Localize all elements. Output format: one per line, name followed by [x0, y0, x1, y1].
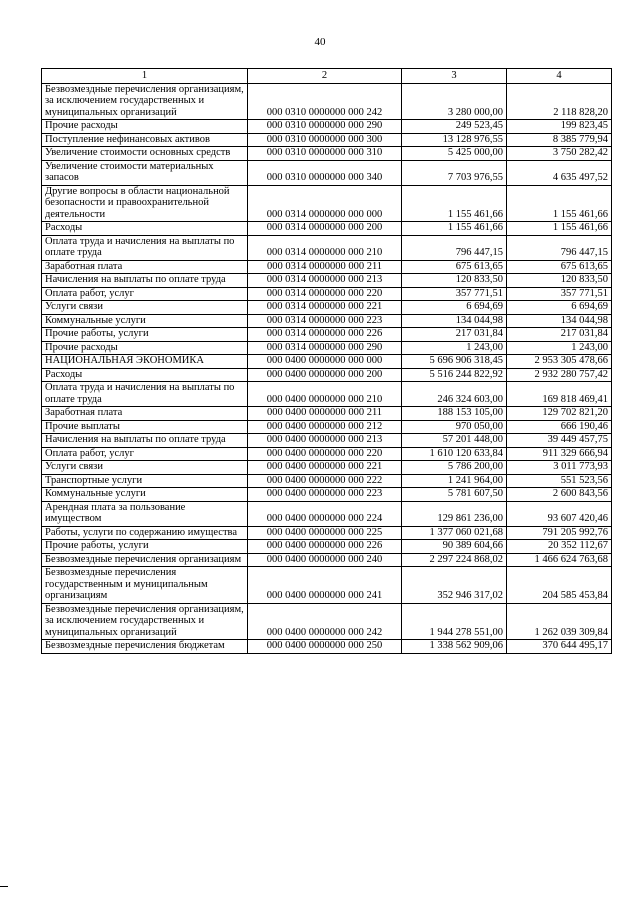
row-code-cell: 000 0310 0000000 000 340 — [248, 160, 402, 185]
row-value-col3-cell: 1 338 562 909,06 — [402, 640, 507, 654]
row-code-cell: 000 0314 0000000 000 290 — [248, 341, 402, 355]
row-code-cell: 000 0400 0000000 000 211 — [248, 407, 402, 421]
row-code-cell: 000 0314 0000000 000 226 — [248, 328, 402, 342]
row-value-col3-cell: 5 781 607,50 — [402, 488, 507, 502]
table-row — [42, 540, 612, 554]
row-name-cell: Прочие расходы — [42, 341, 248, 355]
row-code-cell: 000 0400 0000000 000 226 — [248, 540, 402, 554]
row-code-cell: 000 0400 0000000 000 225 — [248, 526, 402, 540]
row-code-cell: 000 0314 0000000 000 220 — [248, 287, 402, 301]
row-name-cell: Безвозмездные перечисления организациям, за исключением государственных и муниципальных организаций — [42, 603, 248, 640]
row-value-col3-cell: 134 044,98 — [402, 314, 507, 328]
table-row — [42, 133, 612, 147]
row-value-col4-cell: 551 523,56 — [507, 474, 612, 488]
row-value-col3-cell: 1 155 461,66 — [402, 222, 507, 236]
row-value-col4-cell: 3 011 773,93 — [507, 461, 612, 475]
row-code-cell: 000 0400 0000000 000 210 — [248, 382, 402, 407]
row-code-cell: 000 0314 0000000 000 221 — [248, 301, 402, 315]
table-row — [42, 526, 612, 540]
row-name-cell: Прочие выплаты — [42, 420, 248, 434]
row-value-col3-cell: 357 771,51 — [402, 287, 507, 301]
page-edge-mark — [0, 886, 8, 887]
row-value-col3-cell: 246 324 603,00 — [402, 382, 507, 407]
row-code-cell: 000 0400 0000000 000 221 — [248, 461, 402, 475]
row-name-cell: Транспортные услуги — [42, 474, 248, 488]
row-value-col4-cell: 1 466 624 763,68 — [507, 553, 612, 567]
table-row — [42, 420, 612, 434]
row-value-col4-cell: 791 205 992,76 — [507, 526, 612, 540]
row-value-col4-cell: 8 385 779,94 — [507, 133, 612, 147]
row-name-cell: Заработная плата — [42, 407, 248, 421]
row-code-cell: 000 0400 0000000 000 240 — [248, 553, 402, 567]
table-row — [42, 567, 612, 604]
row-name-cell: Расходы — [42, 368, 248, 382]
row-value-col4-cell: 2 953 305 478,66 — [507, 355, 612, 369]
row-value-col3-cell: 970 050,00 — [402, 420, 507, 434]
table-row — [42, 235, 612, 260]
row-name-cell: Поступление нефинансовых активов — [42, 133, 248, 147]
row-name-cell: Арендная плата за пользование имуществом — [42, 501, 248, 526]
row-code-cell: 000 0400 0000000 000 242 — [248, 603, 402, 640]
row-value-col4-cell: 2 600 843,56 — [507, 488, 612, 502]
row-name-cell: Безвозмездные перечисления государственным и муниципальным организациям — [42, 567, 248, 604]
table-row — [42, 474, 612, 488]
table-row — [42, 368, 612, 382]
row-name-cell: Прочие работы, услуги — [42, 328, 248, 342]
row-name-cell: Услуги связи — [42, 301, 248, 315]
row-value-col3-cell: 1 944 278 551,00 — [402, 603, 507, 640]
row-code-cell: 000 0400 0000000 000 222 — [248, 474, 402, 488]
column-header-4: 4 — [507, 69, 612, 84]
row-value-col4-cell: 357 771,51 — [507, 287, 612, 301]
row-value-col3-cell: 1 610 120 633,84 — [402, 447, 507, 461]
row-code-cell: 000 0400 0000000 000 212 — [248, 420, 402, 434]
row-name-cell: Прочие работы, услуги — [42, 540, 248, 554]
row-value-col4-cell: 1 155 461,66 — [507, 222, 612, 236]
row-value-col3-cell: 352 946 317,02 — [402, 567, 507, 604]
row-code-cell: 000 0314 0000000 000 210 — [248, 235, 402, 260]
row-value-col3-cell: 1 241 964,00 — [402, 474, 507, 488]
table-row — [42, 222, 612, 236]
row-value-col4-cell: 199 823,45 — [507, 120, 612, 134]
row-code-cell: 000 0400 0000000 000 224 — [248, 501, 402, 526]
row-value-col4-cell: 129 702 821,20 — [507, 407, 612, 421]
row-name-cell: Безвозмездные перечисления организациям — [42, 553, 248, 567]
table-row — [42, 461, 612, 475]
row-name-cell: Работы, услуги по содержанию имущества — [42, 526, 248, 540]
page-number: 40 — [314, 36, 326, 48]
row-value-col4-cell: 1 262 039 309,84 — [507, 603, 612, 640]
row-value-col4-cell: 4 635 497,52 — [507, 160, 612, 185]
table-row — [42, 434, 612, 448]
row-value-col4-cell: 1 155 461,66 — [507, 185, 612, 222]
row-name-cell: Увеличение стоимости основных средств — [42, 147, 248, 161]
row-code-cell: 000 0314 0000000 000 223 — [248, 314, 402, 328]
row-name-cell: НАЦИОНАЛЬНАЯ ЭКОНОМИКА — [42, 355, 248, 369]
row-name-cell: Оплата труда и начисления на выплаты по оплате труда — [42, 235, 248, 260]
table-row — [42, 185, 612, 222]
row-code-cell: 000 0310 0000000 000 300 — [248, 133, 402, 147]
table-row — [42, 382, 612, 407]
row-code-cell: 000 0400 0000000 000 223 — [248, 488, 402, 502]
row-value-col3-cell: 5 425 000,00 — [402, 147, 507, 161]
row-value-col4-cell: 169 818 469,41 — [507, 382, 612, 407]
table-row — [42, 314, 612, 328]
row-value-col3-cell: 57 201 448,00 — [402, 434, 507, 448]
row-value-col4-cell: 911 329 666,94 — [507, 447, 612, 461]
table-row — [42, 83, 612, 120]
row-value-col3-cell: 6 694,69 — [402, 301, 507, 315]
table-row — [42, 355, 612, 369]
table-row — [42, 301, 612, 315]
row-name-cell: Коммунальные услуги — [42, 314, 248, 328]
row-name-cell: Другие вопросы в области национальной безопасности и правоохранительной деятельности — [42, 185, 248, 222]
row-value-col4-cell: 675 613,65 — [507, 260, 612, 274]
row-value-col3-cell: 217 031,84 — [402, 328, 507, 342]
row-name-cell: Оплата работ, услуг — [42, 447, 248, 461]
row-code-cell: 000 0314 0000000 000 200 — [248, 222, 402, 236]
row-code-cell: 000 0314 0000000 000 000 — [248, 185, 402, 222]
table-row — [42, 328, 612, 342]
row-code-cell: 000 0310 0000000 000 310 — [248, 147, 402, 161]
column-header-2: 2 — [248, 69, 402, 84]
row-value-col3-cell: 120 833,50 — [402, 274, 507, 288]
row-value-col3-cell: 1 155 461,66 — [402, 185, 507, 222]
row-name-cell: Начисления на выплаты по оплате труда — [42, 274, 248, 288]
row-value-col4-cell: 120 833,50 — [507, 274, 612, 288]
row-value-col4-cell: 204 585 453,84 — [507, 567, 612, 604]
table-row — [42, 341, 612, 355]
row-value-col3-cell: 675 613,65 — [402, 260, 507, 274]
row-code-cell: 000 0400 0000000 000 213 — [248, 434, 402, 448]
row-value-col4-cell: 20 352 112,67 — [507, 540, 612, 554]
row-value-col3-cell: 90 389 604,66 — [402, 540, 507, 554]
row-code-cell: 000 0310 0000000 000 242 — [248, 83, 402, 120]
row-code-cell: 000 0400 0000000 000 200 — [248, 368, 402, 382]
row-code-cell: 000 0400 0000000 000 220 — [248, 447, 402, 461]
row-name-cell: Увеличение стоимости материальных запасов — [42, 160, 248, 185]
row-name-cell: Коммунальные услуги — [42, 488, 248, 502]
row-name-cell: Оплата работ, услуг — [42, 287, 248, 301]
row-value-col3-cell: 796 447,15 — [402, 235, 507, 260]
table-row — [42, 407, 612, 421]
row-name-cell: Заработная плата — [42, 260, 248, 274]
table-row — [42, 603, 612, 640]
table-row — [42, 501, 612, 526]
row-value-col3-cell: 5 516 244 822,92 — [402, 368, 507, 382]
row-value-col4-cell: 370 644 495,17 — [507, 640, 612, 654]
table-row — [42, 488, 612, 502]
row-name-cell: Безвозмездные перечисления организациям, за исключением государственных и муниципальных организаций — [42, 83, 248, 120]
row-value-col3-cell: 5 696 906 318,45 — [402, 355, 507, 369]
row-value-col3-cell: 1 243,00 — [402, 341, 507, 355]
row-value-col3-cell: 7 703 976,55 — [402, 160, 507, 185]
row-value-col4-cell: 3 750 282,42 — [507, 147, 612, 161]
row-value-col4-cell: 134 044,98 — [507, 314, 612, 328]
row-value-col3-cell: 249 523,45 — [402, 120, 507, 134]
row-code-cell: 000 0400 0000000 000 000 — [248, 355, 402, 369]
row-value-col4-cell: 93 607 420,46 — [507, 501, 612, 526]
header-row — [42, 69, 612, 84]
column-header-3: 3 — [402, 69, 507, 84]
row-code-cell: 000 0310 0000000 000 290 — [248, 120, 402, 134]
table-row — [42, 274, 612, 288]
table-row — [42, 287, 612, 301]
row-name-cell: Услуги связи — [42, 461, 248, 475]
table-row — [42, 260, 612, 274]
table-row — [42, 147, 612, 161]
row-name-cell: Оплата труда и начисления на выплаты по оплате труда — [42, 382, 248, 407]
row-value-col3-cell: 3 280 000,00 — [402, 83, 507, 120]
row-value-col3-cell: 13 128 976,55 — [402, 133, 507, 147]
row-value-col4-cell: 1 243,00 — [507, 341, 612, 355]
table-row — [42, 160, 612, 185]
row-code-cell: 000 0314 0000000 000 211 — [248, 260, 402, 274]
table-row — [42, 553, 612, 567]
row-code-cell: 000 0314 0000000 000 213 — [248, 274, 402, 288]
table-body — [42, 83, 612, 653]
row-value-col4-cell: 666 190,46 — [507, 420, 612, 434]
row-value-col4-cell: 796 447,15 — [507, 235, 612, 260]
table-row — [42, 447, 612, 461]
row-name-cell: Прочие расходы — [42, 120, 248, 134]
row-name-cell: Расходы — [42, 222, 248, 236]
row-value-col3-cell: 5 786 200,00 — [402, 461, 507, 475]
table-row — [42, 120, 612, 134]
row-value-col3-cell: 188 153 105,00 — [402, 407, 507, 421]
row-name-cell: Начисления на выплаты по оплате труда — [42, 434, 248, 448]
row-value-col4-cell: 217 031,84 — [507, 328, 612, 342]
row-code-cell: 000 0400 0000000 000 250 — [248, 640, 402, 654]
table-row — [42, 640, 612, 654]
row-value-col3-cell: 1 377 060 021,68 — [402, 526, 507, 540]
row-value-col3-cell: 2 297 224 868,02 — [402, 553, 507, 567]
row-value-col4-cell: 2 118 828,20 — [507, 83, 612, 120]
row-value-col4-cell: 2 932 280 757,42 — [507, 368, 612, 382]
budget-table — [41, 68, 612, 654]
row-code-cell: 000 0400 0000000 000 241 — [248, 567, 402, 604]
row-value-col4-cell: 39 449 457,75 — [507, 434, 612, 448]
column-header-1: 1 — [42, 69, 248, 84]
row-value-col3-cell: 129 861 236,00 — [402, 501, 507, 526]
row-value-col4-cell: 6 694,69 — [507, 301, 612, 315]
row-name-cell: Безвозмездные перечисления бюджетам — [42, 640, 248, 654]
